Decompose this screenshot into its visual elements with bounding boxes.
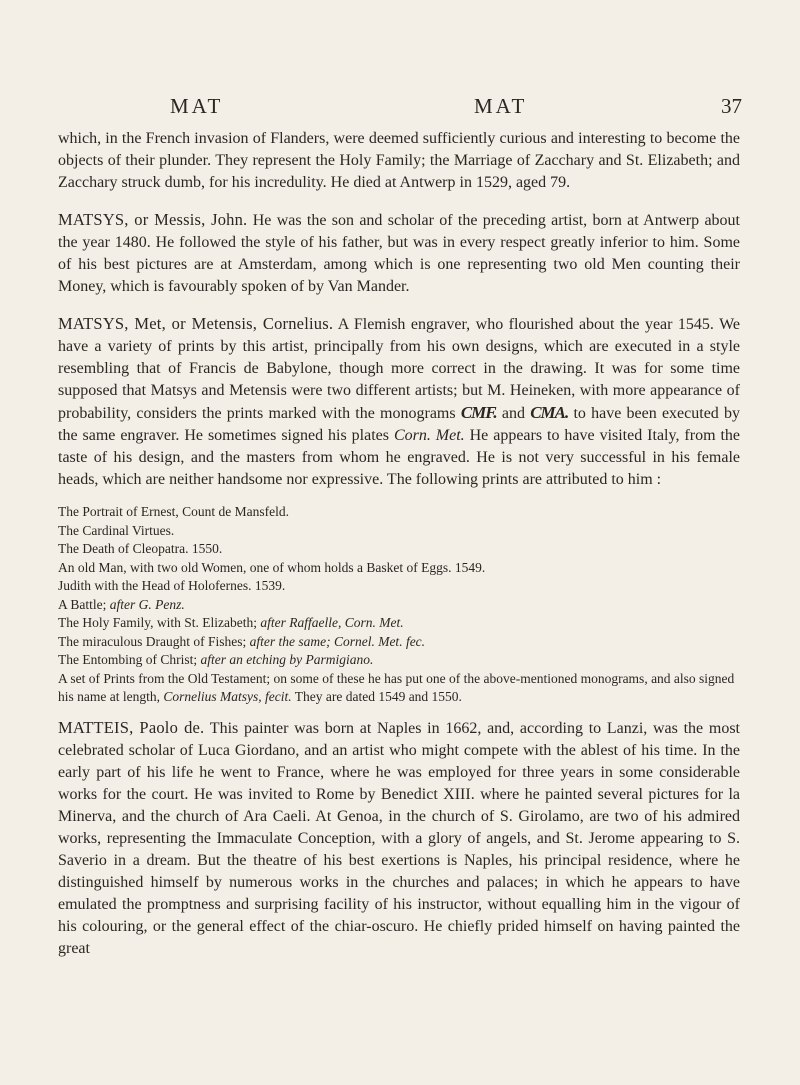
entry-text: which, in the French invasion of Flanders, were deemed sufficiently curious and interesting to become the objects of their plunder. They represent the Holy Family; the Marriage of Zacchary and St. Elizabeth; and Zacchary struck dumb, for his incredulity. He died at Antwerp in 1529, aged 79. (58, 130, 740, 191)
print-title: Judith with the Head of Holofernes. 1539. (58, 578, 286, 593)
list-item (58, 540, 740, 559)
entry-matsys-john (58, 209, 740, 298)
print-attribution: after G. Penz. (109, 596, 185, 612)
entry-text: to have been executed by the same engraver. He sometimes signed his plates (58, 405, 741, 444)
monogram-1: CMF. (460, 403, 497, 422)
list-item (58, 503, 740, 522)
print-attribution: after an etching by Parmigiano. (200, 652, 374, 667)
list-item (58, 522, 740, 541)
header-left-word: MAT (170, 94, 224, 118)
prints-list (58, 503, 740, 707)
print-title: The Death of Cleopatra. 1550. (58, 541, 223, 556)
print-title: The Holy Family, with St. Elizabeth; (58, 615, 261, 630)
signature-text: Corn. Met. (393, 427, 465, 444)
list-item (58, 577, 740, 596)
page-body (58, 128, 740, 960)
header-center-word: MAT (474, 94, 528, 118)
print-title: The miraculous Draught of Fishes; (58, 633, 250, 649)
page-number: 37 (721, 94, 742, 118)
list-item (58, 651, 740, 670)
entry-matteis-paolo (58, 717, 740, 960)
print-title: An old Man, with two old Women, one of whom holds a Basket of Eggs. 1549. (58, 559, 486, 575)
list-item (58, 596, 740, 615)
print-attribution: after the same; Cornel. Met. fec. (249, 633, 426, 649)
print-title: The Entombing of Christ; (58, 652, 201, 667)
list-item (58, 614, 740, 633)
entry-heading: MATSYS, Met, or Metensis, Cornelius. (58, 314, 334, 333)
list-item (58, 559, 740, 578)
entry-heading: MATTEIS, Paolo de. (58, 717, 205, 737)
entry-text: and (496, 405, 531, 422)
print-title: A Battle; (58, 596, 110, 612)
entry-text: He was the son and scholar of the preceding artist, born at Antwerp about the year 1480. He followed the style of his father, but was in every respect greatly inferior to him. Some of his best pictures are at Amsterdam, among which is one representing two old Men counting their Money, which is favourably spoken of by Van Mander. (58, 212, 740, 295)
print-title: A set of Prints from the Old Testament; on some of these he has put one of the above-mentioned monograms, and also signed his name at length, (58, 670, 735, 704)
print-attribution: Cornelius Matsys, fecit. (163, 689, 292, 704)
entry-heading: MATSYS, or Messis, John. (58, 210, 248, 229)
entry-text: He appears to have visited Italy, from the taste of his design, and the masters from whom he engraved. He is not very successful in his female heads, which are neither handsome nor expressive. The following prints are attributed to him : (58, 427, 741, 488)
entry-continuation (58, 128, 740, 194)
list-item (58, 670, 740, 707)
entry-matsys-cornelius (58, 313, 740, 491)
list-item (58, 633, 740, 652)
print-note: They are dated 1549 and 1550. (291, 689, 462, 704)
entry-text: A Flemish engraver, who flourished about the year 1545. We have a variety of prints by this artist, principally from his own designs, which are executed in a style resembling that of Francis de Babylone, though more correct in the drawing. It was for some time supposed that Matsys and Metensis were two different artists; but M. Heineken, with more appearance of probability, considers the prints marked with the monograms (58, 316, 741, 422)
print-attribution: after Raffaelle, Corn. Met. (260, 615, 404, 630)
running-header (0, 94, 800, 124)
monogram-2: CMA. (530, 403, 569, 422)
entry-text: This painter was born at Naples in 1662, and, according to Lanzi, was the most celebrated scholar of Luca Giordano, and an artist who might compete with the ablest of his time. In the early part of his life he went to France, where he was employed for three years in some considerable works for the court. He was invited to Rome by Benedict XIII. where he painted several pictures for la Minerva, and the church of Ara Caeli. At Genoa, in the church of S. Girolamo, are two of his admired works, representing the Immaculate Conception, with a glory of angels, and St. Jerome appearing to S. Saverio in a dream. But the theatre of his best exertions is Naples, his principal residence, where he distinguished himself by numerous works in the churches and palaces; in which he appears to have emulated the promptness and surprising facility of his instructor, without equalling him in the vigour of his colouring, or the general effect of the chiar-oscuro. He chiefly prided himself on having painted the great (58, 719, 740, 957)
print-title: The Cardinal Virtues. (58, 522, 175, 538)
print-title: The Portrait of Ernest, Count de Mansfeld. (58, 504, 289, 519)
